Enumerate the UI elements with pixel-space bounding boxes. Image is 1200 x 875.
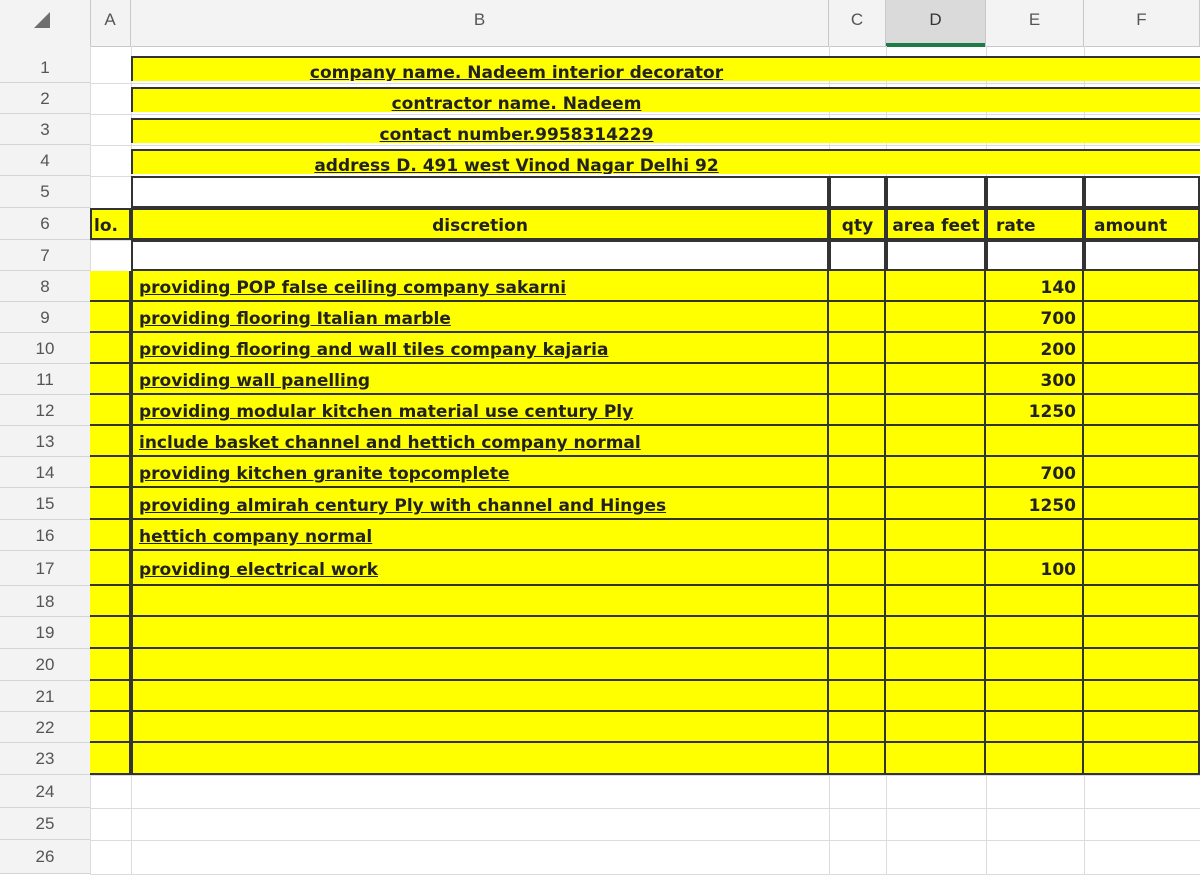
row-header-20[interactable]: 20 [0,649,90,681]
item-amount[interactable] [1084,649,1200,681]
item-rate[interactable]: 700 [986,302,1084,333]
item-area[interactable] [886,457,986,488]
item-rate[interactable] [986,649,1084,681]
item-description[interactable]: providing flooring Italian marble [131,302,829,333]
item-amount[interactable] [1084,586,1200,617]
item-number[interactable] [90,520,131,551]
column-header-f[interactable]: F [1084,0,1200,46]
row-header-13[interactable]: 13 [0,426,90,457]
select-all-button[interactable] [0,0,91,46]
item-description[interactable]: providing kitchen granite topcomplete [131,457,829,488]
grid-line [90,840,1200,841]
contact-number-cell[interactable]: contact number.9958314229 [131,118,1200,143]
row-header-25[interactable]: 25 [0,808,90,840]
row-header-19[interactable]: 19 [0,617,90,649]
item-amount[interactable] [1084,395,1200,426]
table-header-amount[interactable]: amount [1084,208,1200,240]
item-description[interactable]: providing flooring and wall tiles company kajaria [131,333,829,364]
item-amount[interactable] [1084,520,1200,551]
item-description[interactable] [131,617,829,649]
item-number[interactable] [90,551,131,586]
item-qty[interactable] [829,649,886,681]
table-header-qty[interactable]: qty [829,208,886,240]
item-number[interactable] [90,364,131,395]
column-header-b[interactable]: B [131,0,829,46]
item-number[interactable] [90,302,131,333]
item-qty[interactable] [829,743,886,775]
item-qty[interactable] [829,712,886,743]
empty-cell[interactable] [986,176,1084,208]
row-header-16[interactable]: 16 [0,520,90,551]
item-qty[interactable] [829,457,886,488]
item-amount[interactable] [1084,426,1200,457]
item-amount[interactable] [1084,271,1200,302]
item-number[interactable] [90,712,131,743]
item-number[interactable] [90,457,131,488]
item-rate[interactable]: 700 [986,457,1084,488]
item-number[interactable] [90,488,131,520]
select-all-triangle-icon [34,12,50,28]
item-area[interactable] [886,551,986,586]
row-header-15[interactable]: 15 [0,488,90,520]
item-amount[interactable] [1084,302,1200,333]
item-description[interactable]: providing wall panelling [131,364,829,395]
item-qty[interactable] [829,520,886,551]
row-header-14[interactable]: 14 [0,457,90,488]
item-rate[interactable] [986,712,1084,743]
item-qty[interactable] [829,617,886,649]
item-rate[interactable] [986,617,1084,649]
item-rate[interactable]: 1250 [986,395,1084,426]
item-qty[interactable] [829,488,886,520]
item-description[interactable]: providing electrical work [131,551,829,586]
item-qty[interactable] [829,681,886,712]
item-amount[interactable] [1084,333,1200,364]
item-description[interactable] [131,649,829,681]
row-header-3[interactable]: 3 [0,114,90,145]
item-amount[interactable] [1084,364,1200,395]
item-area[interactable] [886,586,986,617]
table-header-description[interactable]: discretion [131,208,829,240]
item-area[interactable] [886,617,986,649]
grid-line [90,145,1200,146]
empty-cell[interactable] [1084,176,1200,208]
column-header-bar [0,0,1200,47]
item-number[interactable] [90,743,131,775]
item-description[interactable] [131,712,829,743]
item-number[interactable] [90,586,131,617]
empty-cell[interactable] [886,176,986,208]
empty-cell[interactable] [131,176,829,208]
item-qty[interactable] [829,364,886,395]
item-qty[interactable] [829,271,886,302]
item-description[interactable]: hettich company normal [131,520,829,551]
item-amount[interactable] [1084,712,1200,743]
table-header-area[interactable]: area feet [886,208,986,240]
column-header-d[interactable]: D [886,0,986,46]
item-qty[interactable] [829,395,886,426]
item-description[interactable] [131,681,829,712]
row-header-9[interactable]: 9 [0,302,90,333]
item-rate[interactable] [986,681,1084,712]
empty-cell[interactable] [986,240,1084,271]
row-header-26[interactable]: 26 [0,840,90,874]
row-header-1[interactable]: 1 [0,52,90,83]
item-rate[interactable] [986,520,1084,551]
grid-line [90,114,1200,115]
item-rate[interactable]: 300 [986,364,1084,395]
item-number[interactable] [90,649,131,681]
item-amount[interactable] [1084,488,1200,520]
item-rate[interactable]: 100 [986,551,1084,586]
item-description[interactable]: providing POP false ceiling company sakarni [131,271,829,302]
item-area[interactable] [886,649,986,681]
item-rate[interactable]: 1250 [986,488,1084,520]
item-qty[interactable] [829,586,886,617]
item-area[interactable] [886,712,986,743]
row-header-5[interactable]: 5 [0,176,90,208]
item-number[interactable] [90,617,131,649]
row-header-10[interactable]: 10 [0,333,90,364]
item-number[interactable] [90,333,131,364]
item-number[interactable] [90,271,131,302]
row-header-11[interactable]: 11 [0,364,90,395]
empty-cell[interactable] [829,176,886,208]
row-header-bar [0,46,91,874]
empty-cell[interactable] [131,240,829,271]
row-header-6[interactable]: 6 [0,208,90,240]
row-header-8[interactable]: 8 [0,271,90,302]
column-header-a[interactable]: A [90,0,131,46]
item-description[interactable] [131,586,829,617]
row-header-24[interactable]: 24 [0,775,90,808]
item-area[interactable] [886,364,986,395]
contractor-name-cell[interactable]: contractor name. Nadeem [131,87,1200,112]
item-amount[interactable] [1084,551,1200,586]
item-area[interactable] [886,333,986,364]
item-qty[interactable] [829,551,886,586]
item-rate[interactable]: 200 [986,333,1084,364]
company-name-cell[interactable]: company name. Nadeem interior decorator [131,56,1200,81]
item-rate[interactable] [986,743,1084,775]
row-header-4[interactable]: 4 [0,145,90,176]
item-amount[interactable] [1084,743,1200,775]
table-header-no[interactable]: lo. [90,208,131,240]
item-qty[interactable] [829,426,886,457]
row-header-7[interactable]: 7 [0,240,90,271]
item-area[interactable] [886,681,986,712]
column-header-e[interactable]: E [986,0,1084,46]
item-description[interactable]: providing modular kitchen material use century Ply [131,395,829,426]
item-rate[interactable] [986,586,1084,617]
item-qty[interactable] [829,302,886,333]
row-header-12[interactable]: 12 [0,395,90,426]
item-area[interactable] [886,426,986,457]
item-description[interactable]: providing almirah century Ply with channel and Hinges [131,488,829,520]
row-header-17[interactable]: 17 [0,551,90,586]
empty-cell[interactable] [886,240,986,271]
address-cell[interactable]: address D. 491 west Vinod Nagar Delhi 92 [131,149,1200,174]
grid-line [90,83,1200,84]
item-area[interactable] [886,395,986,426]
row-header-18[interactable]: 18 [0,586,90,617]
row-header-2[interactable]: 2 [0,83,90,114]
empty-cell[interactable] [829,240,886,271]
item-rate[interactable]: 140 [986,271,1084,302]
table-header-rate[interactable]: rate [986,208,1084,240]
item-number[interactable] [90,681,131,712]
item-area[interactable] [886,271,986,302]
item-area[interactable] [886,302,986,333]
item-number[interactable] [90,426,131,457]
empty-cell[interactable] [1084,240,1200,271]
item-area[interactable] [886,488,986,520]
row-header-21[interactable]: 21 [0,681,90,712]
item-description[interactable] [131,743,829,775]
row-header-23[interactable]: 23 [0,743,90,775]
column-header-c[interactable]: C [829,0,886,46]
item-qty[interactable] [829,333,886,364]
item-description[interactable]: include basket channel and hettich company normal [131,426,829,457]
item-area[interactable] [886,520,986,551]
item-number[interactable] [90,395,131,426]
item-amount[interactable] [1084,617,1200,649]
item-amount[interactable] [1084,681,1200,712]
grid-line [90,775,1200,776]
row-header-22[interactable]: 22 [0,712,90,743]
item-rate[interactable] [986,426,1084,457]
grid-line [90,808,1200,809]
item-area[interactable] [886,743,986,775]
item-amount[interactable] [1084,457,1200,488]
